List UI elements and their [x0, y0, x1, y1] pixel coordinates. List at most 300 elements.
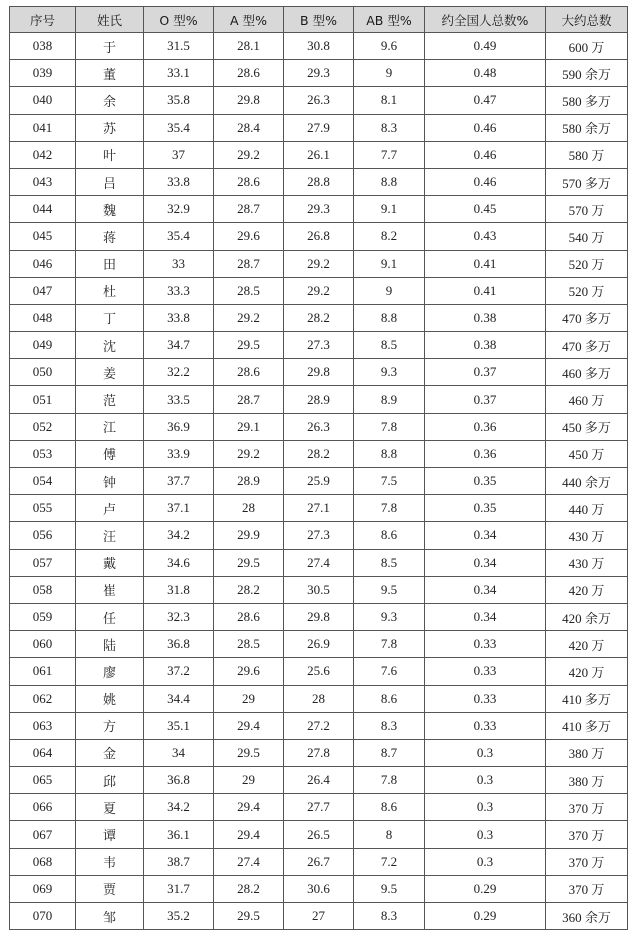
cell-type-a: 28.9	[214, 468, 284, 495]
cell-population-share: 0.33	[425, 631, 546, 658]
cell-index: 051	[10, 386, 76, 413]
cell-type-a: 28.2	[214, 576, 284, 603]
cell-type-a: 29	[214, 685, 284, 712]
cell-approx-total: 430 万	[546, 522, 628, 549]
cell-type-a: 28.7	[214, 386, 284, 413]
cell-type-a: 29.6	[214, 658, 284, 685]
cell-population-share: 0.3	[425, 848, 546, 875]
header-index: 序号	[10, 7, 76, 33]
cell-type-b: 27	[284, 903, 354, 930]
cell-type-ab: 7.8	[354, 767, 425, 794]
cell-approx-total: 420 万	[546, 576, 628, 603]
cell-index: 070	[10, 903, 76, 930]
cell-type-a: 28	[214, 495, 284, 522]
cell-surname: 钟	[76, 468, 144, 495]
cell-index: 067	[10, 821, 76, 848]
cell-index: 062	[10, 685, 76, 712]
cell-index: 046	[10, 250, 76, 277]
cell-approx-total: 420 万	[546, 631, 628, 658]
cell-surname: 谭	[76, 821, 144, 848]
cell-type-a: 28.7	[214, 250, 284, 277]
cell-index: 043	[10, 168, 76, 195]
cell-type-b: 25.6	[284, 658, 354, 685]
cell-type-b: 30.6	[284, 875, 354, 902]
table-row	[10, 386, 628, 413]
cell-approx-total: 370 万	[546, 794, 628, 821]
cell-type-b: 27.8	[284, 739, 354, 766]
table-row	[10, 712, 628, 739]
cell-type-a: 28.5	[214, 277, 284, 304]
cell-index: 040	[10, 87, 76, 114]
cell-approx-total: 470 多万	[546, 332, 628, 359]
cell-population-share: 0.38	[425, 332, 546, 359]
table-row	[10, 304, 628, 331]
cell-index: 066	[10, 794, 76, 821]
cell-surname: 范	[76, 386, 144, 413]
cell-index: 058	[10, 576, 76, 603]
cell-surname: 邱	[76, 767, 144, 794]
cell-type-b: 27.1	[284, 495, 354, 522]
table-row	[10, 549, 628, 576]
cell-population-share: 0.3	[425, 739, 546, 766]
cell-type-ab: 8.7	[354, 739, 425, 766]
cell-type-o: 33.1	[144, 60, 214, 87]
cell-type-ab: 9.1	[354, 196, 425, 223]
cell-type-b: 26.3	[284, 413, 354, 440]
cell-type-ab: 9.5	[354, 576, 425, 603]
cell-index: 041	[10, 114, 76, 141]
table-row	[10, 848, 628, 875]
cell-type-ab: 8.5	[354, 332, 425, 359]
cell-surname: 金	[76, 739, 144, 766]
table-row	[10, 332, 628, 359]
cell-type-b: 26.8	[284, 223, 354, 250]
cell-approx-total: 580 多万	[546, 87, 628, 114]
cell-approx-total: 410 多万	[546, 712, 628, 739]
cell-type-ab: 8.2	[354, 223, 425, 250]
cell-type-o: 34.2	[144, 794, 214, 821]
cell-type-ab: 8.6	[354, 522, 425, 549]
cell-approx-total: 360 余万	[546, 903, 628, 930]
cell-population-share: 0.36	[425, 413, 546, 440]
cell-type-ab: 8.9	[354, 386, 425, 413]
cell-index: 039	[10, 60, 76, 87]
cell-surname: 余	[76, 87, 144, 114]
cell-index: 038	[10, 33, 76, 60]
cell-population-share: 0.35	[425, 468, 546, 495]
cell-population-share: 0.47	[425, 87, 546, 114]
table-row	[10, 87, 628, 114]
header-type-ab: AB 型%	[354, 7, 425, 33]
table-row	[10, 576, 628, 603]
table-row	[10, 875, 628, 902]
cell-type-o: 34.2	[144, 522, 214, 549]
cell-type-a: 29.5	[214, 332, 284, 359]
cell-type-ab: 9.1	[354, 250, 425, 277]
cell-type-ab: 8.1	[354, 87, 425, 114]
cell-type-b: 26.1	[284, 141, 354, 168]
cell-index: 048	[10, 304, 76, 331]
cell-type-o: 36.9	[144, 413, 214, 440]
cell-type-a: 28.6	[214, 168, 284, 195]
header-type-o: O 型%	[144, 7, 214, 33]
blood-type-surname-table	[9, 6, 628, 930]
cell-index: 055	[10, 495, 76, 522]
cell-type-a: 29.5	[214, 549, 284, 576]
header-population-share: 约全国人总数%	[425, 7, 546, 33]
cell-population-share: 0.49	[425, 33, 546, 60]
cell-approx-total: 520 万	[546, 250, 628, 277]
cell-population-share: 0.46	[425, 114, 546, 141]
cell-type-a: 28.2	[214, 875, 284, 902]
cell-approx-total: 590 余万	[546, 60, 628, 87]
cell-index: 061	[10, 658, 76, 685]
table-row	[10, 495, 628, 522]
cell-population-share: 0.35	[425, 495, 546, 522]
header-approx-total: 大约总数	[546, 7, 628, 33]
cell-type-o: 33.9	[144, 440, 214, 467]
cell-type-o: 36.8	[144, 631, 214, 658]
cell-type-b: 27.3	[284, 522, 354, 549]
cell-type-o: 34.7	[144, 332, 214, 359]
cell-type-a: 29.2	[214, 440, 284, 467]
cell-surname: 夏	[76, 794, 144, 821]
cell-type-ab: 9.3	[354, 603, 425, 630]
cell-type-b: 27.2	[284, 712, 354, 739]
cell-surname: 戴	[76, 549, 144, 576]
cell-population-share: 0.37	[425, 359, 546, 386]
cell-approx-total: 450 万	[546, 440, 628, 467]
cell-type-b: 26.9	[284, 631, 354, 658]
cell-index: 054	[10, 468, 76, 495]
cell-surname: 沈	[76, 332, 144, 359]
cell-type-ab: 8.6	[354, 685, 425, 712]
cell-surname: 韦	[76, 848, 144, 875]
cell-type-b: 29.3	[284, 196, 354, 223]
cell-type-b: 28.9	[284, 386, 354, 413]
cell-type-ab: 8.5	[354, 549, 425, 576]
cell-type-ab: 8.6	[354, 794, 425, 821]
cell-type-ab: 9	[354, 277, 425, 304]
cell-type-o: 34.4	[144, 685, 214, 712]
cell-population-share: 0.3	[425, 767, 546, 794]
cell-type-a: 29.4	[214, 794, 284, 821]
table-row	[10, 250, 628, 277]
cell-surname: 崔	[76, 576, 144, 603]
cell-type-a: 29.5	[214, 903, 284, 930]
cell-type-a: 28.4	[214, 114, 284, 141]
cell-population-share: 0.43	[425, 223, 546, 250]
cell-type-ab: 9.5	[354, 875, 425, 902]
cell-type-o: 35.1	[144, 712, 214, 739]
cell-population-share: 0.33	[425, 658, 546, 685]
cell-approx-total: 370 万	[546, 821, 628, 848]
cell-type-ab: 7.2	[354, 848, 425, 875]
cell-population-share: 0.29	[425, 903, 546, 930]
cell-type-a: 28.5	[214, 631, 284, 658]
cell-type-b: 28.2	[284, 440, 354, 467]
cell-population-share: 0.46	[425, 168, 546, 195]
header-surname: 姓氏	[76, 7, 144, 33]
cell-index: 050	[10, 359, 76, 386]
cell-type-b: 26.3	[284, 87, 354, 114]
cell-approx-total: 570 多万	[546, 168, 628, 195]
cell-type-b: 29.8	[284, 359, 354, 386]
cell-type-a: 29.9	[214, 522, 284, 549]
cell-type-a: 29.8	[214, 87, 284, 114]
cell-type-o: 34.6	[144, 549, 214, 576]
cell-population-share: 0.34	[425, 603, 546, 630]
cell-surname: 廖	[76, 658, 144, 685]
cell-type-o: 33.8	[144, 304, 214, 331]
cell-approx-total: 370 万	[546, 875, 628, 902]
cell-type-o: 33.8	[144, 168, 214, 195]
cell-type-b: 30.8	[284, 33, 354, 60]
cell-index: 044	[10, 196, 76, 223]
cell-population-share: 0.41	[425, 277, 546, 304]
cell-type-a: 29.4	[214, 821, 284, 848]
cell-surname: 魏	[76, 196, 144, 223]
cell-approx-total: 420 余万	[546, 603, 628, 630]
cell-approx-total: 430 万	[546, 549, 628, 576]
cell-type-ab: 7.8	[354, 631, 425, 658]
cell-approx-total: 380 万	[546, 767, 628, 794]
cell-index: 045	[10, 223, 76, 250]
cell-surname: 卢	[76, 495, 144, 522]
table-row	[10, 33, 628, 60]
cell-approx-total: 540 万	[546, 223, 628, 250]
table-body	[10, 33, 628, 930]
cell-population-share: 0.29	[425, 875, 546, 902]
cell-surname: 董	[76, 60, 144, 87]
cell-type-b: 27.4	[284, 549, 354, 576]
cell-type-ab: 8.8	[354, 440, 425, 467]
cell-type-o: 35.4	[144, 223, 214, 250]
table-row	[10, 60, 628, 87]
cell-surname: 于	[76, 33, 144, 60]
cell-approx-total: 420 万	[546, 658, 628, 685]
cell-type-ab: 8.3	[354, 114, 425, 141]
cell-type-ab: 9	[354, 60, 425, 87]
cell-type-ab: 9.3	[354, 359, 425, 386]
cell-type-a: 28.6	[214, 603, 284, 630]
table-row	[10, 794, 628, 821]
table-row	[10, 631, 628, 658]
table-row	[10, 739, 628, 766]
header-row	[10, 7, 628, 33]
cell-index: 069	[10, 875, 76, 902]
cell-surname: 江	[76, 413, 144, 440]
cell-population-share: 0.34	[425, 549, 546, 576]
cell-type-ab: 8	[354, 821, 425, 848]
cell-type-o: 34	[144, 739, 214, 766]
cell-type-o: 36.1	[144, 821, 214, 848]
cell-type-o: 35.8	[144, 87, 214, 114]
cell-surname: 田	[76, 250, 144, 277]
cell-population-share: 0.45	[425, 196, 546, 223]
cell-type-b: 29.3	[284, 60, 354, 87]
cell-surname: 苏	[76, 114, 144, 141]
cell-approx-total: 600 万	[546, 33, 628, 60]
table-row	[10, 603, 628, 630]
cell-surname: 吕	[76, 168, 144, 195]
table-row	[10, 359, 628, 386]
cell-type-a: 29.1	[214, 413, 284, 440]
cell-type-o: 33.3	[144, 277, 214, 304]
cell-type-b: 27.9	[284, 114, 354, 141]
cell-population-share: 0.3	[425, 794, 546, 821]
table-header	[10, 7, 628, 33]
cell-type-o: 37.1	[144, 495, 214, 522]
cell-approx-total: 580 余万	[546, 114, 628, 141]
table-row	[10, 821, 628, 848]
cell-type-o: 37.2	[144, 658, 214, 685]
cell-type-ab: 8.3	[354, 712, 425, 739]
cell-type-a: 28.1	[214, 33, 284, 60]
cell-type-o: 37	[144, 141, 214, 168]
cell-type-a: 29.4	[214, 712, 284, 739]
cell-approx-total: 450 多万	[546, 413, 628, 440]
cell-index: 052	[10, 413, 76, 440]
cell-approx-total: 570 万	[546, 196, 628, 223]
table-row	[10, 413, 628, 440]
header-type-b: B 型%	[284, 7, 354, 33]
cell-type-o: 31.7	[144, 875, 214, 902]
cell-type-ab: 9.6	[354, 33, 425, 60]
cell-type-ab: 7.6	[354, 658, 425, 685]
cell-surname: 汪	[76, 522, 144, 549]
cell-surname: 方	[76, 712, 144, 739]
cell-index: 042	[10, 141, 76, 168]
table-row	[10, 168, 628, 195]
cell-type-b: 28	[284, 685, 354, 712]
table-row	[10, 277, 628, 304]
cell-population-share: 0.36	[425, 440, 546, 467]
cell-surname: 叶	[76, 141, 144, 168]
cell-type-b: 27.7	[284, 794, 354, 821]
cell-approx-total: 520 万	[546, 277, 628, 304]
cell-surname: 陆	[76, 631, 144, 658]
cell-population-share: 0.34	[425, 522, 546, 549]
cell-population-share: 0.33	[425, 685, 546, 712]
cell-index: 063	[10, 712, 76, 739]
cell-surname: 杜	[76, 277, 144, 304]
table-row	[10, 440, 628, 467]
cell-surname: 邹	[76, 903, 144, 930]
cell-approx-total: 460 万	[546, 386, 628, 413]
cell-approx-total: 370 万	[546, 848, 628, 875]
cell-index: 065	[10, 767, 76, 794]
cell-type-o: 35.2	[144, 903, 214, 930]
cell-type-a: 29.6	[214, 223, 284, 250]
cell-type-ab: 8.3	[354, 903, 425, 930]
cell-approx-total: 380 万	[546, 739, 628, 766]
cell-type-b: 30.5	[284, 576, 354, 603]
cell-type-ab: 8.8	[354, 168, 425, 195]
table-row	[10, 903, 628, 930]
cell-population-share: 0.46	[425, 141, 546, 168]
cell-approx-total: 460 多万	[546, 359, 628, 386]
cell-type-b: 29.2	[284, 250, 354, 277]
cell-population-share: 0.41	[425, 250, 546, 277]
cell-type-o: 35.4	[144, 114, 214, 141]
cell-type-o: 33	[144, 250, 214, 277]
cell-type-b: 28.8	[284, 168, 354, 195]
table-row	[10, 522, 628, 549]
cell-index: 068	[10, 848, 76, 875]
cell-index: 056	[10, 522, 76, 549]
cell-type-ab: 7.8	[354, 413, 425, 440]
table-row	[10, 196, 628, 223]
cell-type-a: 28.7	[214, 196, 284, 223]
table-row	[10, 141, 628, 168]
cell-index: 047	[10, 277, 76, 304]
table-row	[10, 658, 628, 685]
cell-type-b: 25.9	[284, 468, 354, 495]
cell-type-b: 26.4	[284, 767, 354, 794]
cell-type-ab: 8.8	[354, 304, 425, 331]
cell-type-a: 29.2	[214, 304, 284, 331]
cell-index: 064	[10, 739, 76, 766]
cell-surname: 姚	[76, 685, 144, 712]
cell-type-b: 26.5	[284, 821, 354, 848]
cell-approx-total: 440 万	[546, 495, 628, 522]
cell-index: 053	[10, 440, 76, 467]
cell-type-a: 27.4	[214, 848, 284, 875]
cell-index: 057	[10, 549, 76, 576]
cell-type-o: 36.8	[144, 767, 214, 794]
cell-population-share: 0.33	[425, 712, 546, 739]
cell-index: 060	[10, 631, 76, 658]
cell-approx-total: 410 多万	[546, 685, 628, 712]
cell-type-o: 32.2	[144, 359, 214, 386]
cell-type-b: 29.8	[284, 603, 354, 630]
header-type-a: A 型%	[214, 7, 284, 33]
cell-surname: 丁	[76, 304, 144, 331]
cell-surname: 蒋	[76, 223, 144, 250]
cell-approx-total: 440 余万	[546, 468, 628, 495]
table-row	[10, 223, 628, 250]
cell-population-share: 0.38	[425, 304, 546, 331]
cell-type-a: 28.6	[214, 60, 284, 87]
cell-index: 049	[10, 332, 76, 359]
cell-type-a: 28.6	[214, 359, 284, 386]
cell-type-o: 31.5	[144, 33, 214, 60]
cell-type-a: 29.2	[214, 141, 284, 168]
cell-type-o: 33.5	[144, 386, 214, 413]
cell-surname: 任	[76, 603, 144, 630]
cell-type-ab: 7.5	[354, 468, 425, 495]
table-row	[10, 114, 628, 141]
cell-type-o: 32.3	[144, 603, 214, 630]
cell-population-share: 0.48	[425, 60, 546, 87]
table-row	[10, 767, 628, 794]
cell-approx-total: 580 万	[546, 141, 628, 168]
cell-type-ab: 7.8	[354, 495, 425, 522]
cell-population-share: 0.37	[425, 386, 546, 413]
cell-population-share: 0.34	[425, 576, 546, 603]
cell-type-a: 29	[214, 767, 284, 794]
cell-type-b: 27.3	[284, 332, 354, 359]
cell-type-o: 32.9	[144, 196, 214, 223]
cell-index: 059	[10, 603, 76, 630]
cell-surname: 姜	[76, 359, 144, 386]
cell-type-o: 31.8	[144, 576, 214, 603]
cell-type-ab: 7.7	[354, 141, 425, 168]
cell-approx-total: 470 多万	[546, 304, 628, 331]
cell-surname: 贾	[76, 875, 144, 902]
cell-type-b: 28.2	[284, 304, 354, 331]
